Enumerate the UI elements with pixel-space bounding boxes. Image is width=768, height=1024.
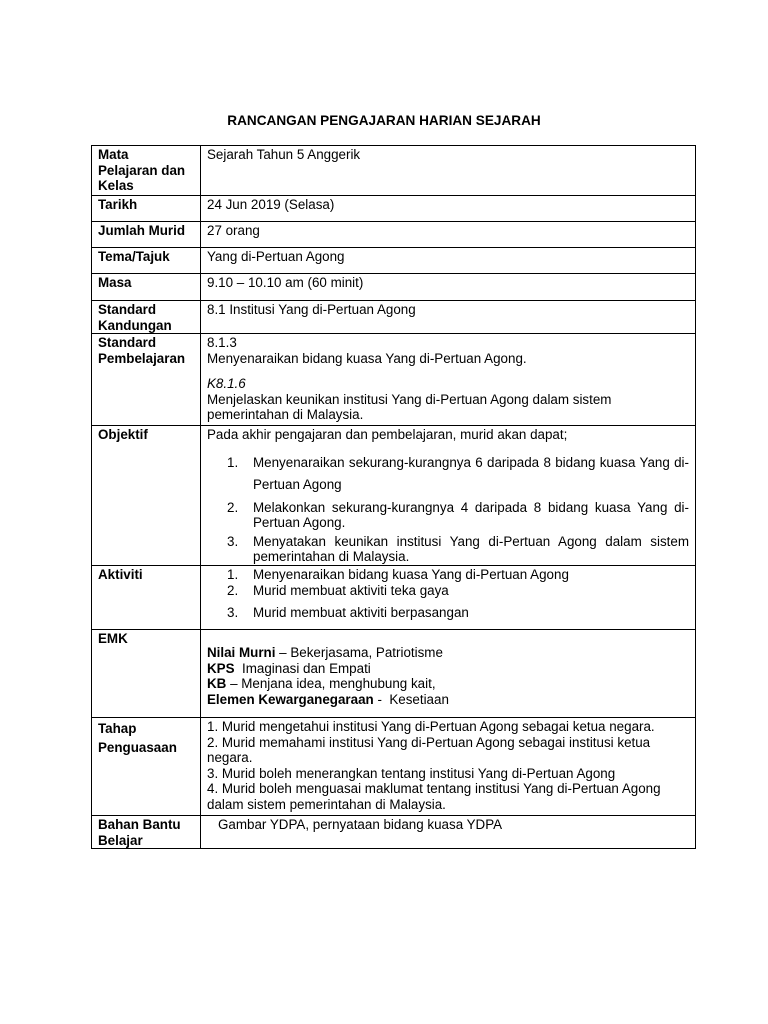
row-mata-pelajaran (92, 146, 696, 196)
tahap-item: 3. Murid boleh menerangkan tentang institusi Yang di-Pertuan Agong (207, 765, 616, 781)
label-line: Standard (98, 335, 157, 350)
label-aktiviti: Aktiviti (92, 566, 201, 630)
list-number: 2. (227, 499, 239, 515)
bahan-bantu-text: Gambar YDPA, pernyataan bidang kuasa YDPA (218, 817, 503, 832)
list-item (207, 500, 689, 531)
label-line: Mata (98, 147, 129, 162)
sp-code-2: K8.1.6 (207, 376, 246, 391)
list-item (207, 534, 689, 565)
label-bahan-bantu (92, 816, 201, 849)
list-item (207, 583, 689, 599)
value-standard-pembelajaran (201, 334, 696, 426)
list-number: 3. (227, 533, 239, 549)
aktiviti-list (207, 567, 689, 621)
label-standard-pembelajaran (92, 334, 201, 426)
label-emk: EMK (92, 630, 201, 718)
value-mata-pelajaran: Sejarah Tahun 5 Anggerik (201, 146, 696, 196)
label-line: Bahan Bantu (98, 817, 181, 832)
row-tahap-penguasaan (92, 718, 696, 816)
label-line: Pembelajaran (98, 350, 186, 366)
emk-line (207, 645, 689, 661)
label-masa: Masa (92, 274, 201, 301)
value-bahan-bantu (201, 816, 696, 849)
row-tarikh (92, 196, 696, 222)
value-standard-kandungan: 8.1 Institusi Yang di-Pertuan Agong (201, 301, 696, 334)
value-objektif (201, 426, 696, 566)
list-number: 3. (227, 605, 239, 620)
sp-text-1: Menyenaraikan bidang kuasa Yang di-Pertuan Agong. (207, 350, 527, 366)
emk-key: KPS (207, 660, 235, 676)
label-line: Belajar (98, 832, 143, 848)
value-tarikh: 24 Jun 2019 (Selasa) (201, 196, 696, 222)
list-number: 1. (227, 567, 239, 582)
value-jumlah-murid: 27 orang (201, 222, 696, 248)
label-line: Penguasaan (98, 740, 177, 755)
tahap-item: 1. Murid mengetahui institusi Yang di-Pertuan Agong sebagai ketua negara. (207, 719, 655, 734)
row-emk (92, 630, 696, 718)
list-text: Menyenaraikan bidang kuasa Yang di-Pertuan Agong (253, 567, 569, 582)
sp-code-1: 8.1.3 (207, 335, 237, 350)
list-text: Murid membuat aktiviti berpasangan (253, 605, 469, 620)
lesson-plan-table (91, 145, 696, 849)
emk-sep: – (275, 645, 291, 660)
label-jumlah-murid: Jumlah Murid (92, 222, 201, 248)
emk-line (207, 661, 689, 677)
label-tema: Tema/Tajuk (92, 248, 201, 274)
objektif-intro: Pada akhir pengajaran dan pembelajaran, murid akan dapat; (207, 427, 568, 442)
label-mata-pelajaran (92, 146, 201, 196)
list-text: Melakonkan sekurang-kurangnya 4 daripada 8 bidang kuasa Yang di-Pertuan Agong. (253, 499, 689, 530)
emk-key: Nilai Murni (207, 645, 276, 660)
objektif-list (207, 452, 689, 565)
emk-value: Kesetiaan (389, 691, 449, 707)
tahap-item: 2. Murid memahami institusi Yang di-Pertuan Agong sebagai institusi ketua negara. (207, 734, 651, 765)
label-standard-kandungan (92, 301, 201, 334)
label-line: Standard (98, 302, 157, 317)
value-aktiviti (201, 566, 696, 630)
label-line: Kelas (98, 178, 134, 193)
row-standard-kandungan (92, 301, 696, 334)
row-bahan-bantu (92, 816, 696, 849)
list-text: Menyenaraikan sekurang-kurangnya 6 daripada 8 bidang kuasa Yang di-Pertuan Agong (253, 454, 689, 492)
tahap-item: 4. Murid boleh menguasai maklumat tentang institusi Yang di-Pertuan Agong dalam sistem pemerintahan di Malaysia. (207, 781, 661, 812)
label-tahap-penguasaan (92, 718, 201, 816)
emk-key: Elemen Kewarganegaraan (207, 691, 374, 707)
label-line: Tahap (98, 721, 137, 736)
list-number: 1. (227, 454, 239, 470)
value-masa: 9.10 – 10.10 am (60 minit) (201, 274, 696, 301)
page-title: RANCANGAN PENGAJARAN HARIAN SEJARAH (227, 113, 541, 128)
list-text: Murid membuat aktiviti teka gaya (253, 582, 449, 598)
label-objektif: Objektif (92, 426, 201, 566)
row-tema (92, 248, 696, 274)
row-jumlah-murid (92, 222, 696, 248)
emk-value: Menjana idea, menghubung kait, (241, 676, 436, 691)
emk-sep: – (226, 676, 242, 691)
emk-line (207, 692, 689, 708)
value-tahap-penguasaan (201, 718, 696, 816)
sp-text-2: Menjelaskan keunikan institusi Yang di-Pertuan Agong dalam sistem pemerintahan di Malaysia. (207, 391, 612, 422)
list-item (207, 567, 689, 583)
list-item (207, 605, 689, 621)
row-aktiviti (92, 566, 696, 630)
emk-value: Imaginasi dan Empati (242, 660, 371, 676)
list-text: Menyatakan keunikan institusi Yang di-Pertuan Agong dalam sistem pemerintahan di Malaysia. (253, 533, 689, 564)
emk-line (207, 676, 689, 692)
value-tema: Yang di-Pertuan Agong (201, 248, 696, 274)
row-standard-pembelajaran (92, 334, 696, 426)
list-item (207, 452, 689, 496)
list-number: 2. (227, 582, 239, 598)
row-objektif (92, 426, 696, 566)
emk-sep: - (373, 691, 390, 707)
emk-sep (235, 661, 242, 676)
label-line: Kandungan (98, 317, 172, 333)
emk-value: Bekerjasama, Patriotisme (290, 645, 443, 660)
label-tarikh: Tarikh (92, 196, 201, 222)
label-line: Pelajaran dan (98, 162, 186, 178)
emk-key: KB (207, 676, 227, 691)
value-emk (201, 630, 696, 718)
row-masa (92, 274, 696, 301)
